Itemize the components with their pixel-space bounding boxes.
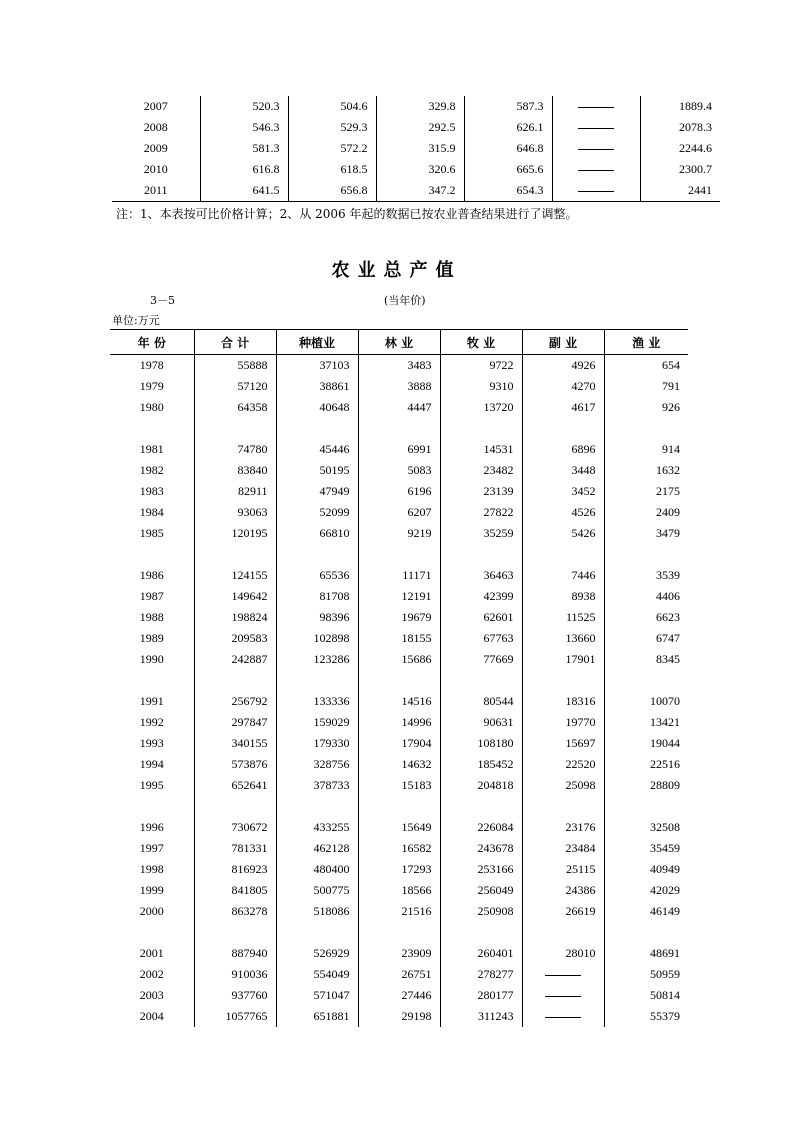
livestock-cell: 23482 [440,460,522,481]
dash-mark [578,107,614,108]
total-cell: 937760 [194,985,276,1006]
forest-cell: 21516 [358,901,440,922]
value-cell: 320.6 [376,159,464,180]
year-cell: 1986 [139,568,164,582]
total-cell: 910036 [194,964,276,985]
fishery-cell: 55379 [604,1006,688,1027]
table-row [110,460,688,481]
total-cell: 256792 [194,691,276,712]
header-livestock: 牧 业 [440,330,522,355]
total-cell: 297847 [194,712,276,733]
dash-mark [578,191,614,192]
forest-cell: 17293 [358,859,440,880]
table-row [110,754,688,775]
fishery-cell: 22516 [604,754,688,775]
group-spacer [110,796,688,817]
year-cell: 1998 [139,862,164,876]
crop-cell: 98396 [276,607,358,628]
year-cell: 1987 [139,589,164,603]
forest-cell: 15686 [358,649,440,670]
sideline-cell: 23484 [522,838,604,859]
value-cell [552,138,640,159]
forest-cell: 12191 [358,586,440,607]
sideline-cell: 5426 [522,523,604,544]
table-row [110,628,688,649]
year-cell: 1979 [139,379,164,393]
total-cell: 120195 [194,523,276,544]
year-cell: 1981 [139,442,164,456]
sideline-cell: 4617 [522,397,604,418]
total-cell: 816923 [194,859,276,880]
year-cell: 2003 [139,988,164,1002]
sideline-cell: 7446 [522,565,604,586]
sideline-cell: 24386 [522,880,604,901]
crop-cell: 123286 [276,649,358,670]
sideline-cell: 25098 [522,775,604,796]
year-cell: 2010 [143,162,168,176]
value-cell: 529.3 [288,117,376,138]
crop-cell: 81708 [276,586,358,607]
table-row [110,397,688,418]
table-row [110,943,688,964]
value-cell: 572.2 [288,138,376,159]
livestock-cell: 9310 [440,376,522,397]
table-row [110,775,688,796]
table-row [110,691,688,712]
crop-cell: 133336 [276,691,358,712]
sideline-cell: 17901 [522,649,604,670]
crop-cell: 518086 [276,901,358,922]
sideline-cell: 4526 [522,502,604,523]
total-cell: 74780 [194,439,276,460]
forest-cell: 18155 [358,628,440,649]
fishery-cell: 40949 [604,859,688,880]
sideline-cell: 4926 [522,355,604,377]
fishery-cell: 3539 [604,565,688,586]
livestock-cell: 14531 [440,439,522,460]
table-row [112,117,720,138]
sideline-cell: 26619 [522,901,604,922]
year-cell: 2011 [143,183,168,197]
fishery-cell: 8345 [604,649,688,670]
fishery-cell: 654 [604,355,688,377]
group-spacer [110,418,688,439]
crop-cell: 40648 [276,397,358,418]
continuation-table [112,96,720,202]
fishery-cell: 4406 [604,586,688,607]
crop-cell: 554049 [276,964,358,985]
crop-cell: 52099 [276,502,358,523]
year-cell: 1991 [139,694,164,708]
forest-cell: 16582 [358,838,440,859]
livestock-cell: 253166 [440,859,522,880]
table-row [110,586,688,607]
crop-cell: 480400 [276,859,358,880]
total-cell: 730672 [194,817,276,838]
value-cell [552,96,640,117]
fishery-cell: 791 [604,376,688,397]
total-cell: 209583 [194,628,276,649]
total-cell: 198824 [194,607,276,628]
forest-cell: 6991 [358,439,440,460]
fishery-cell: 35459 [604,838,688,859]
header-fishery: 渔 业 [604,330,688,355]
forest-cell: 6207 [358,502,440,523]
year-cell: 1983 [139,484,164,498]
value-cell: 329.8 [376,96,464,117]
total-cell: 124155 [194,565,276,586]
livestock-cell: 226084 [440,817,522,838]
value-cell: 2441 [640,180,720,202]
fishery-cell: 19044 [604,733,688,754]
table-row [110,523,688,544]
group-spacer [110,670,688,691]
forest-cell: 3483 [358,355,440,377]
total-cell: 242887 [194,649,276,670]
year-cell: 1982 [139,463,164,477]
dash-mark [545,975,581,976]
livestock-cell: 27822 [440,502,522,523]
year-cell: 2002 [139,967,164,981]
sideline-cell: 13660 [522,628,604,649]
year-cell: 1997 [139,841,164,855]
total-cell: 83840 [194,460,276,481]
year-cell: 1994 [139,757,164,771]
forest-cell: 19679 [358,607,440,628]
livestock-cell: 62601 [440,607,522,628]
table-row [110,481,688,502]
dash-mark [578,128,614,129]
forest-cell: 11171 [358,565,440,586]
table-row [110,502,688,523]
dash-mark [545,996,581,997]
agricultural-output-table [110,329,688,1027]
sideline-cell: 11525 [522,607,604,628]
sideline-cell [522,1006,604,1027]
livestock-cell: 9722 [440,355,522,377]
dash-mark [545,1017,581,1018]
forest-cell: 15183 [358,775,440,796]
sideline-cell: 3448 [522,460,604,481]
value-cell: 656.8 [288,180,376,202]
table-row [110,733,688,754]
value-cell [552,159,640,180]
value-cell: 641.5 [200,180,288,202]
livestock-cell: 260401 [440,943,522,964]
crop-cell: 500775 [276,880,358,901]
crop-cell: 328756 [276,754,358,775]
year-cell: 1978 [139,358,164,372]
livestock-cell: 204818 [440,775,522,796]
crop-cell: 378733 [276,775,358,796]
table-header-row [110,330,688,355]
sideline-cell: 4270 [522,376,604,397]
livestock-cell: 256049 [440,880,522,901]
sideline-cell: 6896 [522,439,604,460]
table-row [110,859,688,880]
total-cell: 55888 [194,355,276,377]
livestock-cell: 278277 [440,964,522,985]
price-basis: (当年价) [384,294,426,307]
dash-mark [578,170,614,171]
fishery-cell: 2175 [604,481,688,502]
table-row [110,712,688,733]
total-cell: 57120 [194,376,276,397]
value-cell: 2078.3 [640,117,720,138]
unit-label: 单位:万元 [112,314,160,327]
crop-cell: 179330 [276,733,358,754]
value-cell [552,180,640,202]
year-cell: 2009 [143,141,168,155]
total-cell: 781331 [194,838,276,859]
livestock-cell: 280177 [440,985,522,1006]
year-cell: 1984 [139,505,164,519]
fishery-cell: 50814 [604,985,688,1006]
table-row [112,180,720,202]
fishery-cell: 2409 [604,502,688,523]
total-cell: 573876 [194,754,276,775]
fishery-cell: 6623 [604,607,688,628]
forest-cell: 29198 [358,1006,440,1027]
total-cell: 64358 [194,397,276,418]
sideline-cell: 3452 [522,481,604,502]
value-cell: 665.6 [464,159,552,180]
group-spacer [110,544,688,565]
table-row [112,138,720,159]
fishery-cell: 42029 [604,880,688,901]
value-cell: 646.8 [464,138,552,159]
sideline-cell: 25115 [522,859,604,880]
year-cell: 1988 [139,610,164,624]
value-cell: 654.3 [464,180,552,202]
table-code: 3－5 [150,294,175,307]
fishery-cell: 13421 [604,712,688,733]
year-cell: 1996 [139,820,164,834]
value-cell: 626.1 [464,117,552,138]
crop-cell: 37103 [276,355,358,377]
crop-cell: 65536 [276,565,358,586]
year-cell: 1980 [139,400,164,414]
year-cell: 2001 [139,946,164,960]
sideline-cell: 28010 [522,943,604,964]
table-row [110,376,688,397]
table-row [110,1006,688,1027]
dash-mark [578,149,614,150]
crop-cell: 45446 [276,439,358,460]
value-cell: 618.5 [288,159,376,180]
forest-cell: 26751 [358,964,440,985]
total-cell: 652641 [194,775,276,796]
fishery-cell: 50959 [604,964,688,985]
page-title: 农业总产值 [331,260,462,281]
total-cell: 82911 [194,481,276,502]
fishery-cell: 48691 [604,943,688,964]
fishery-cell: 926 [604,397,688,418]
year-cell: 2004 [139,1009,164,1023]
crop-cell: 47949 [276,481,358,502]
livestock-cell: 108180 [440,733,522,754]
table-row [110,901,688,922]
fishery-cell: 46149 [604,901,688,922]
value-cell: 581.3 [200,138,288,159]
value-cell: 546.3 [200,117,288,138]
year-cell: 1992 [139,715,164,729]
year-cell: 1989 [139,631,164,645]
header-forestry: 林 业 [358,330,440,355]
livestock-cell: 67763 [440,628,522,649]
livestock-cell: 23139 [440,481,522,502]
livestock-cell: 90631 [440,712,522,733]
group-spacer [110,922,688,943]
year-cell: 1993 [139,736,164,750]
total-cell: 887940 [194,943,276,964]
crop-cell: 38861 [276,376,358,397]
header-year: 年 份 [110,330,194,355]
sideline-cell: 19770 [522,712,604,733]
forest-cell: 15649 [358,817,440,838]
forest-cell: 14632 [358,754,440,775]
header-crop: 种植业 [276,330,358,355]
table-row [110,355,688,377]
forest-cell: 27446 [358,985,440,1006]
fishery-cell: 28809 [604,775,688,796]
livestock-cell: 42399 [440,586,522,607]
table-row [110,985,688,1006]
value-cell: 2300.7 [640,159,720,180]
forest-cell: 23909 [358,943,440,964]
crop-cell: 433255 [276,817,358,838]
crop-cell: 66810 [276,523,358,544]
table-row [110,439,688,460]
forest-cell: 5083 [358,460,440,481]
fishery-cell: 3479 [604,523,688,544]
sideline-cell: 18316 [522,691,604,712]
livestock-cell: 13720 [440,397,522,418]
value-cell: 292.5 [376,117,464,138]
year-cell: 1985 [139,526,164,540]
table-row [110,817,688,838]
total-cell: 841805 [194,880,276,901]
total-cell: 1057765 [194,1006,276,1027]
table-row [110,964,688,985]
forest-cell: 3888 [358,376,440,397]
table-row [110,565,688,586]
value-cell: 2244.6 [640,138,720,159]
value-cell: 1889.4 [640,96,720,117]
crop-cell: 159029 [276,712,358,733]
crop-cell: 50195 [276,460,358,481]
crop-cell: 526929 [276,943,358,964]
livestock-cell: 185452 [440,754,522,775]
livestock-cell: 243678 [440,838,522,859]
year-cell: 1990 [139,652,164,666]
fishery-cell: 10070 [604,691,688,712]
forest-cell: 18566 [358,880,440,901]
table-row [112,159,720,180]
sideline-cell [522,985,604,1006]
value-cell: 587.3 [464,96,552,117]
year-cell: 1995 [139,778,164,792]
fishery-cell: 1632 [604,460,688,481]
sideline-cell: 8938 [522,586,604,607]
fishery-cell: 32508 [604,817,688,838]
forest-cell: 17904 [358,733,440,754]
header-total: 合 计 [194,330,276,355]
total-cell: 863278 [194,901,276,922]
livestock-cell: 311243 [440,1006,522,1027]
table-row [110,880,688,901]
livestock-cell: 35259 [440,523,522,544]
fishery-cell: 914 [604,439,688,460]
value-cell: 315.9 [376,138,464,159]
forest-cell: 14996 [358,712,440,733]
table-row [110,607,688,628]
sideline-cell: 22520 [522,754,604,775]
livestock-cell: 77669 [440,649,522,670]
livestock-cell: 80544 [440,691,522,712]
header-sideline: 副 业 [522,330,604,355]
total-cell: 149642 [194,586,276,607]
sideline-cell: 15697 [522,733,604,754]
total-cell: 93063 [194,502,276,523]
value-cell: 504.6 [288,96,376,117]
value-cell: 347.2 [376,180,464,202]
crop-cell: 651881 [276,1006,358,1027]
year-cell: 2008 [143,120,168,134]
forest-cell: 14516 [358,691,440,712]
crop-cell: 571047 [276,985,358,1006]
value-cell [552,117,640,138]
table-row [110,838,688,859]
total-cell: 340155 [194,733,276,754]
fishery-cell: 6747 [604,628,688,649]
crop-cell: 462128 [276,838,358,859]
livestock-cell: 250908 [440,901,522,922]
year-cell: 2007 [143,99,168,113]
value-cell: 616.8 [200,159,288,180]
sideline-cell: 23176 [522,817,604,838]
table-row [110,649,688,670]
livestock-cell: 36463 [440,565,522,586]
value-cell: 520.3 [200,96,288,117]
forest-cell: 6196 [358,481,440,502]
forest-cell: 9219 [358,523,440,544]
table-row [112,96,720,117]
year-cell: 2000 [139,904,164,918]
sideline-cell [522,964,604,985]
table-note: 注：1、本表按可比价格计算；2、从 2006 年起的数据已按农业普查结果进行了调整。 [116,207,578,221]
forest-cell: 4447 [358,397,440,418]
year-cell: 1999 [139,883,164,897]
crop-cell: 102898 [276,628,358,649]
